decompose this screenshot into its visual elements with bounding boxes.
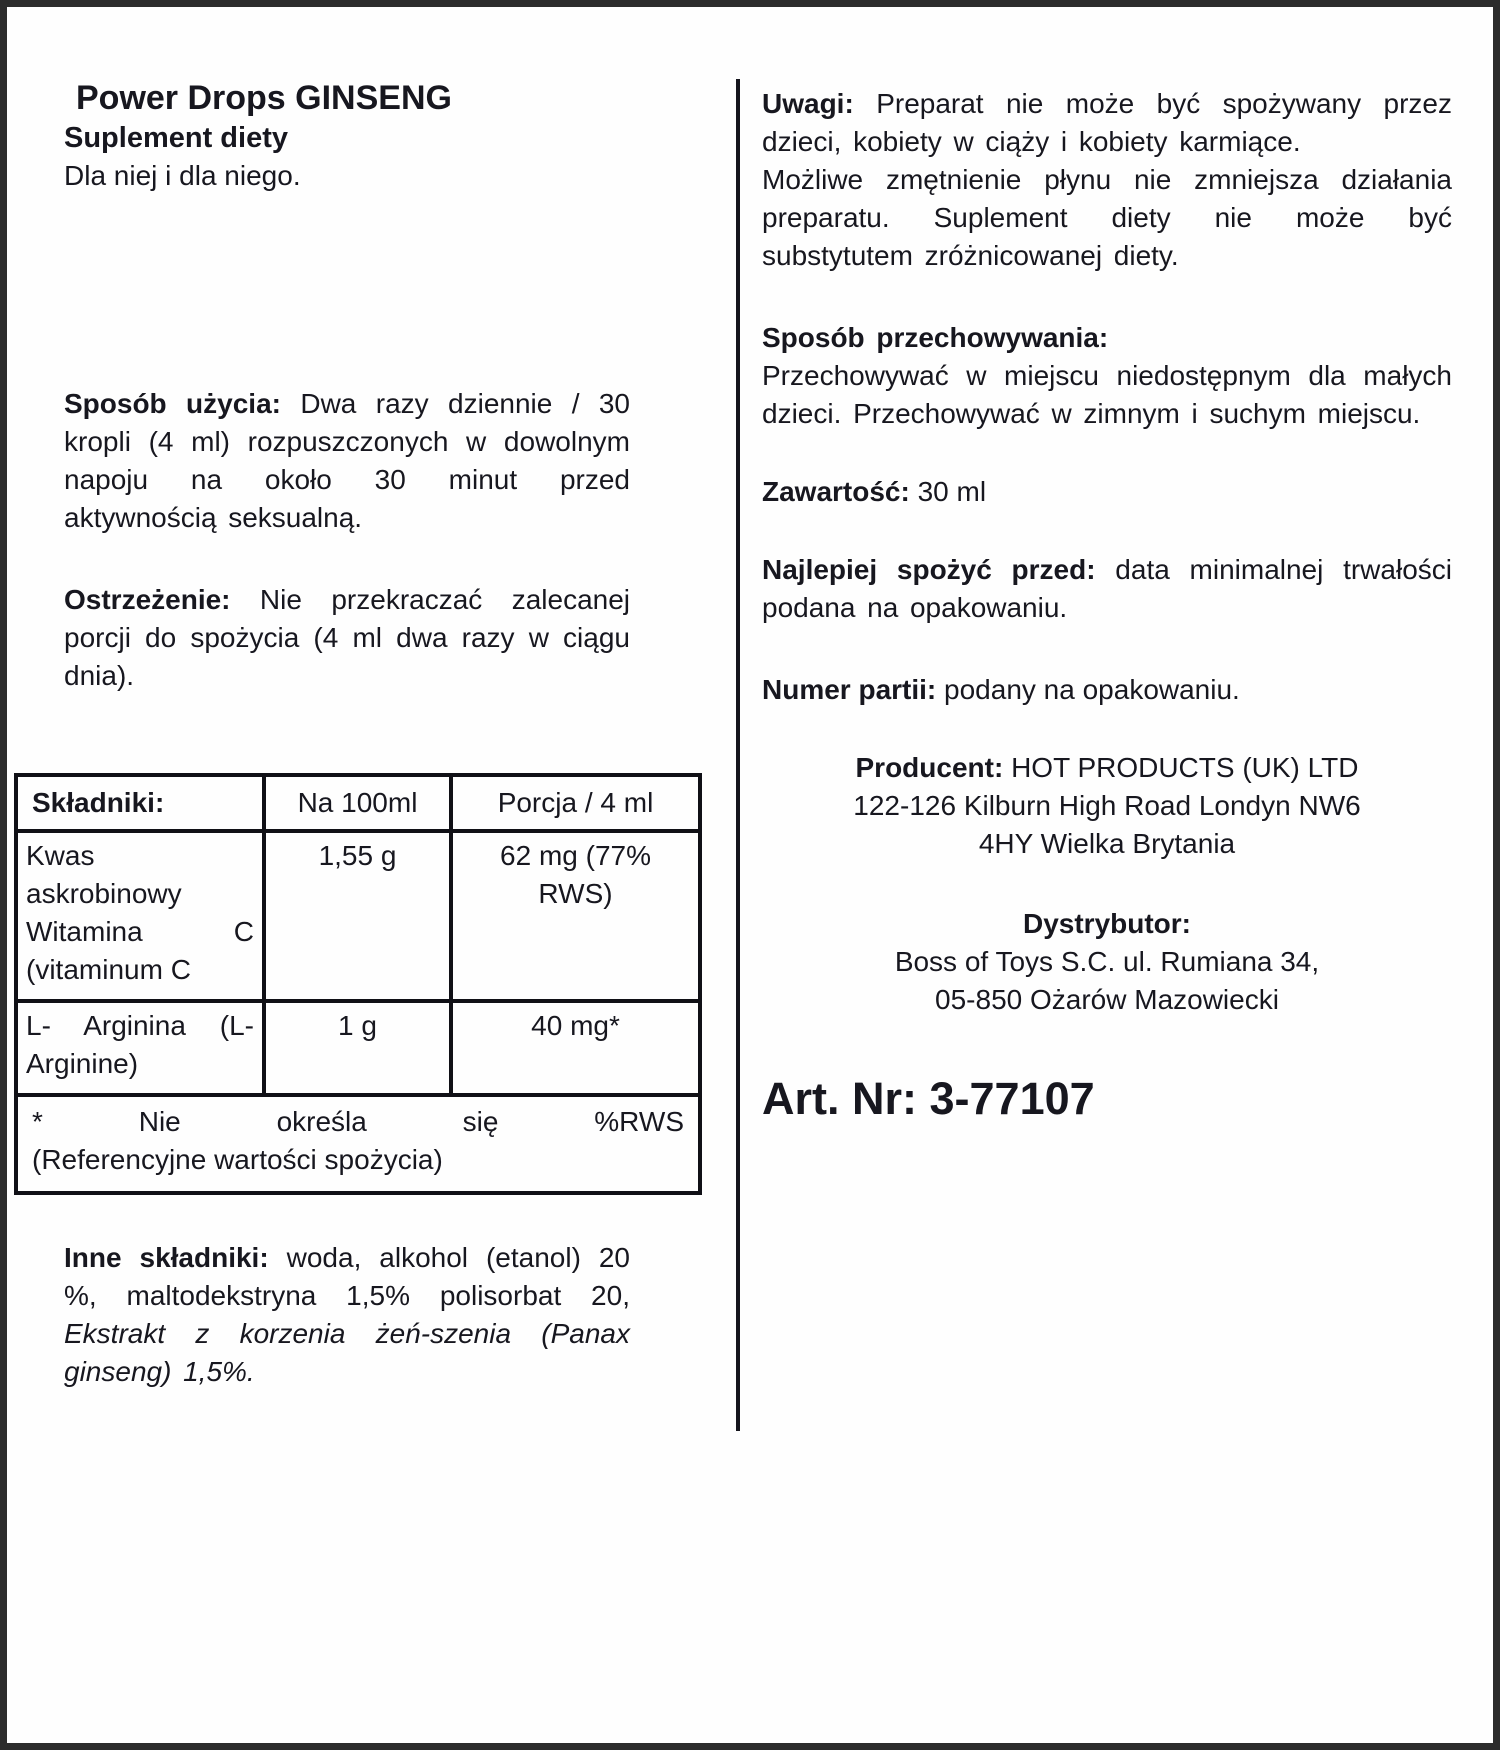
tagline: Dla niej i dla niego. [64, 160, 301, 191]
table-row [16, 1001, 700, 1095]
ingredient-per100: 1,55 g [264, 831, 451, 1001]
usage-text: Dwa razy dziennie / 30 kropli (4 ml) rozpuszczonych w dowolnym napoju na około 30 minut przed aktywnością seksualną. [64, 388, 631, 533]
other-ingredients-latin: Ekstrakt z korzenia żeń-szenia (Panax ginseng) 1,5%. [64, 1318, 630, 1387]
storage-label: Sposób przechowywania: [762, 322, 1109, 353]
distributor-address-1: Boss of Toys S.C. ul. Rumiana 34, [894, 946, 1320, 977]
other-ingredients-label: Inne składniki: [64, 1242, 269, 1273]
notes-paragraph [762, 85, 1452, 161]
notes-paragraph-2: Możliwe zmętnienie płynu nie zmniejsza działania preparatu. Suplement diety nie może być substytutem zróżnicowanej diety. [762, 164, 1452, 271]
producer-address-1: 122-126 Kilburn High Road Londyn NW6 [853, 790, 1361, 821]
other-ingredients-paragraph [64, 1239, 630, 1391]
producer-address-2: 4HY Wielka Brytania [978, 828, 1236, 859]
notes-text-1: Preparat nie może być spożywany przez dzieci, kobiety w ciąży i kobiety karmiące. [762, 88, 1452, 157]
ingredient-name: L- Arginina (L-Arginine) [16, 1001, 264, 1095]
table-row [16, 831, 700, 1001]
distributor-label: Dystrybutor: [1022, 908, 1191, 939]
producer-label: Producent: [855, 752, 1004, 783]
batch-line [762, 671, 1452, 709]
storage-text: Przechowywać w miejscu niedostępnym dla małych dzieci. Przechowywać w zimnym i suchym miejscu. [762, 360, 1452, 429]
best-before-text: data minimalnej trwałości podana na opakowaniu. [762, 554, 1452, 623]
header-portion: Porcja / 4 ml [451, 775, 700, 831]
ingredients-table [14, 773, 702, 1195]
ingredient-name: Kwas askrobinowy Witamina C (vitaminum C [16, 831, 264, 1001]
article-number: Art. Nr: 3-77107 [762, 1073, 1095, 1124]
content-line [762, 473, 1452, 511]
warning-text: Nie przekraczać zalecanej porcji do spożycia (4 ml dwa razy w ciągu dnia). [64, 584, 631, 691]
left-column [26, 77, 684, 1391]
usage-paragraph [64, 385, 630, 537]
right-column [762, 77, 1452, 1125]
column-divider-line [736, 79, 740, 1431]
batch-text: podany na opakowaniu. [944, 674, 1240, 705]
producer-block [762, 749, 1452, 863]
storage-paragraph [762, 319, 1452, 433]
ingredient-portion: 62 mg (77% RWS) [451, 831, 700, 1001]
page-title: Power Drops GINSENG [76, 79, 452, 117]
table-header-row [16, 775, 700, 831]
distributor-address-2: 05-850 Ożarów Mazowiecki [935, 984, 1279, 1015]
content-value: 30 ml [917, 476, 987, 507]
table-footnote [16, 1095, 700, 1193]
header-ingredients: Składniki: [16, 775, 264, 831]
best-before-label: Najlepiej spożyć przed: [762, 554, 1096, 585]
ingredient-portion: 40 mg* [451, 1001, 700, 1095]
header-per-100ml: Na 100ml [264, 775, 451, 831]
table-footnote-row [16, 1095, 700, 1193]
other-ingredients-text: woda, alkohol (etanol) 20 %, maltodekstryna 1,5% polisorbat 20, [64, 1242, 630, 1311]
ingredient-per100: 1 g [264, 1001, 451, 1095]
notes-label: Uwagi: [762, 88, 854, 119]
usage-label: Sposób użycia: [64, 388, 281, 419]
subtitle: Suplement diety [64, 122, 288, 154]
footnote-line-2: (Referencyjne wartości spożycia) [32, 1144, 443, 1175]
content-label: Zawartość: [762, 476, 910, 507]
warning-paragraph [64, 581, 630, 695]
footnote-line-1: * Nie określa się %RWS [32, 1106, 684, 1137]
batch-label: Numer partii: [762, 674, 937, 705]
best-before-paragraph [762, 551, 1452, 627]
warning-label: Ostrzeżenie: [64, 584, 231, 615]
distributor-block [762, 905, 1452, 1019]
producer-name: HOT PRODUCTS (UK) LTD [1011, 752, 1359, 783]
